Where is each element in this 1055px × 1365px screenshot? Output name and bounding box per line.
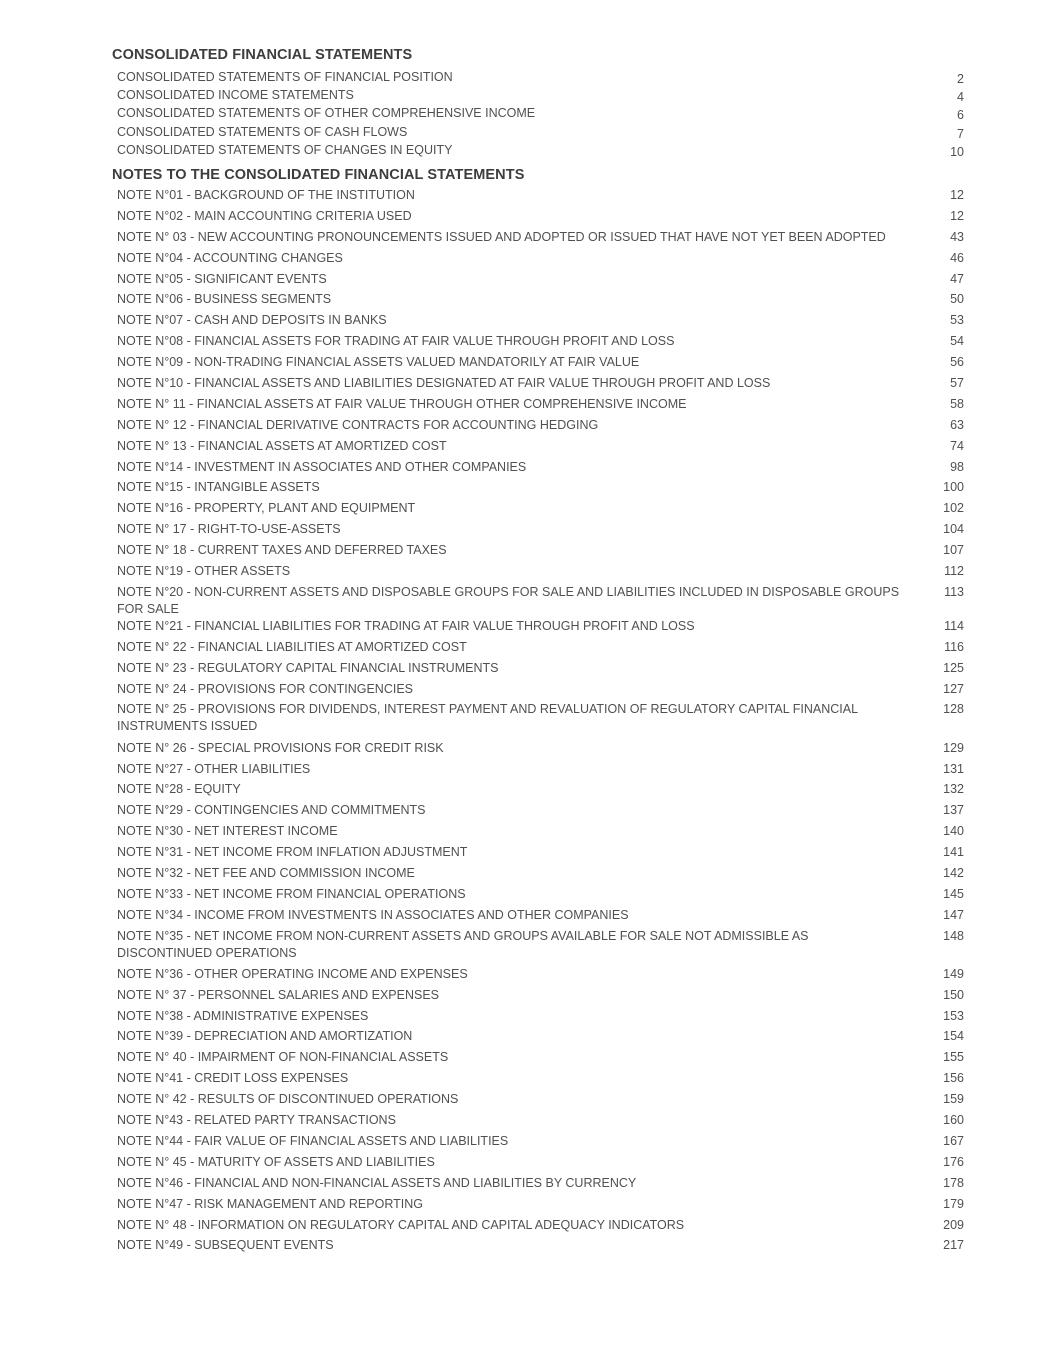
toc-entry-label: NOTE N° 40 - IMPAIRMENT OF NON-FINANCIAL ASSETS [117,1050,449,1065]
toc-entry-label: NOTE N°09 - NON-TRADING FINANCIAL ASSETS VALUED MANDATORILY AT FAIR VALUE [117,355,640,370]
toc-entry-label: NOTE N° 18 - CURRENT TAXES AND DEFERRED TAXES [117,543,447,558]
toc-entry-label: NOTE N°27 - OTHER LIABILITIES [117,761,311,776]
toc-entry-label: NOTE N°20 - NON-CURRENT ASSETS AND DISPOSABLE GROUPS FOR SALE AND LIABILITIES INCLUDED IN DISPOSABLE GROUPS FOR SALE [117,584,900,616]
toc-entry-note[interactable] [112,781,968,802]
statements-heading: CONSOLIDATED FINANCIAL STATEMENTS [112,47,413,63]
toc-page-number: 155 [943,1050,964,1065]
toc-entry-label: NOTE N°07 - CASH AND DEPOSITS IN BANKS [117,313,387,328]
toc-entry-note[interactable] [112,660,968,681]
toc-entry-note[interactable] [112,823,968,844]
toc-entry-label: NOTE N° 23 - REGULATORY CAPITAL FINANCIAL INSTRUMENTS [117,660,499,675]
toc-entry-label: CONSOLIDATED STATEMENTS OF FINANCIAL POSITION [117,70,453,84]
toc-page-number: 145 [943,886,964,901]
toc-entry-label: NOTE N° 26 - SPECIAL PROVISIONS FOR CREDIT RISK [117,740,444,755]
toc-entry-note[interactable] [112,740,968,761]
toc-entry-note[interactable] [112,1217,968,1238]
toc-entry-label: NOTE N°49 - SUBSEQUENT EVENTS [117,1238,334,1253]
toc-page-number: 147 [943,907,964,922]
toc-entry-note[interactable] [112,459,968,480]
toc-entry-note[interactable] [112,1175,968,1196]
toc-page-number: 131 [943,761,964,776]
statements-list [112,68,968,159]
toc-entry-label: CONSOLIDATED INCOME STATEMENTS [117,88,354,103]
toc-entry-note[interactable] [112,761,968,782]
toc-entry-label: NOTE N° 13 - FINANCIAL ASSETS AT AMORTIZED COST [117,438,447,453]
toc-entry-note[interactable] [112,681,968,702]
toc-entry-label: NOTE N° 37 - PERSONNEL SALARIES AND EXPENSES [117,987,439,1002]
toc-entry-note[interactable] [112,966,968,987]
toc-entry-note[interactable] [112,1028,968,1049]
toc-page-number: 209 [943,1217,964,1232]
notes-heading: NOTES TO THE CONSOLIDATED FINANCIAL STATEMENTS [112,166,525,183]
toc-page-number: 159 [943,1092,964,1107]
toc-page-number: 128 [943,702,964,717]
toc-entry-note[interactable] [112,438,968,459]
toc-entry-note[interactable] [112,1112,968,1133]
toc-entry-statement[interactable] [112,86,968,104]
toc-page-number: 7 [957,126,964,141]
toc-entry-note[interactable] [112,1091,968,1112]
toc-entry-label: NOTE N° 24 - PROVISIONS FOR CONTINGENCIES [117,681,414,696]
toc-entry-label: CONSOLIDATED STATEMENTS OF CHANGES IN EQUITY [117,142,453,157]
toc-entry-note[interactable] [112,291,968,312]
toc-page-number: 179 [943,1196,964,1211]
toc-entry-label: NOTE N°41 - CREDIT LOSS EXPENSES [117,1071,349,1086]
toc-entry-label: NOTE N°36 - OTHER OPERATING INCOME AND EXPENSES [117,966,468,981]
toc-entry-label: CONSOLIDATED STATEMENTS OF CASH FLOWS [117,124,408,139]
toc-page-number: 116 [944,639,964,654]
toc-page-number: 178 [943,1175,964,1190]
toc-page-number: 141 [943,845,964,860]
toc-page-number: 10 [950,144,964,159]
toc-entry-note[interactable] [112,584,968,618]
toc-entry-label: NOTE N°38 - ADMINISTRATIVE EXPENSES [117,1008,369,1023]
toc-entry-note[interactable] [112,907,968,928]
toc-page-number: 149 [943,966,964,981]
toc-page-number: 6 [957,108,964,123]
toc-entry-label: NOTE N° 48 - INFORMATION ON REGULATORY CAPITAL AND CAPITAL ADEQUACY INDICATORS [117,1217,685,1232]
toc-page-number: 114 [944,618,964,633]
toc-page-number: 57 [950,375,964,390]
toc-entry-note[interactable] [112,208,968,229]
toc-entry-label: NOTE N°46 - FINANCIAL AND NON-FINANCIAL ASSETS AND LIABILITIES BY CURRENCY [117,1175,637,1190]
toc-page-number: 53 [950,313,964,328]
toc-page-number: 132 [943,782,964,797]
toc-entry-label: NOTE N°32 - NET FEE AND COMMISSION INCOME [117,865,415,880]
toc-entry-statement[interactable] [112,68,968,86]
toc-page-number: 2 [957,72,964,86]
toc-entry-label: CONSOLIDATED STATEMENTS OF OTHER COMPREHENSIVE INCOME [117,106,536,121]
toc-page-number: 100 [943,480,964,495]
toc-page-number: 176 [943,1154,964,1169]
toc-entry-label: NOTE N°01 - BACKGROUND OF THE INSTITUTION [117,187,415,202]
toc-page-number: 58 [950,396,964,411]
toc-entry-note[interactable] [112,618,968,639]
toc-entry-note[interactable] [112,1133,968,1154]
toc-page-number: 153 [943,1008,964,1023]
toc-entry-label: NOTE N°15 - INTANGIBLE ASSETS [117,480,320,495]
toc-page-number: 142 [943,865,964,880]
toc-entry-note[interactable] [112,250,968,271]
toc-entry-note[interactable] [112,1070,968,1091]
toc-entry-label: NOTE N°04 - ACCOUNTING CHANGES [117,250,343,265]
toc-entry-label: NOTE N°08 - FINANCIAL ASSETS FOR TRADING AT FAIR VALUE THROUGH PROFIT AND LOSS [117,334,675,349]
toc-entry-label: NOTE N°31 - NET INCOME FROM INFLATION ADJUSTMENT [117,845,468,860]
toc-entry-statement[interactable] [112,141,968,159]
toc-page-number: 43 [950,229,964,244]
toc-entry-note[interactable] [112,865,968,886]
toc-entry-label: NOTE N° 22 - FINANCIAL LIABILITIES AT AMORTIZED COST [117,639,467,654]
toc-page-number: 12 [950,208,964,223]
toc-page-number: 4 [957,90,964,105]
toc-entry-note[interactable] [112,187,968,208]
toc-entry-label: NOTE N° 12 - FINANCIAL DERIVATIVE CONTRACTS FOR ACCOUNTING HEDGING [117,417,599,432]
toc-entry-label: NOTE N°39 - DEPRECIATION AND AMORTIZATION [117,1029,413,1044]
toc-entry-note[interactable] [112,928,968,966]
toc-entry-note[interactable] [112,639,968,660]
table-of-contents [112,44,968,1258]
toc-page-number: 125 [943,660,964,675]
toc-page-number: 63 [950,417,964,432]
toc-entry-label: NOTE N°06 - BUSINESS SEGMENTS [117,292,332,307]
toc-entry-label: NOTE N°43 - RELATED PARTY TRANSACTIONS [117,1113,396,1128]
toc-entry-note[interactable] [112,396,968,417]
toc-entry-note[interactable] [112,333,968,354]
toc-entry-label: NOTE N°35 - NET INCOME FROM NON-CURRENT ASSETS AND GROUPS AVAILABLE FOR SALE NOT ADMISSIBLE AS DISCONTINUED OPERATIONS [117,928,809,960]
toc-page-number: 56 [950,355,964,370]
toc-entry-note[interactable] [112,354,968,375]
toc-page-number: 113 [944,584,964,599]
toc-entry-label: NOTE N°29 - CONTINGENCIES AND COMMITMENTS [117,803,426,818]
toc-entry-statement[interactable] [112,104,968,122]
toc-entry-note[interactable] [112,1196,968,1217]
toc-page-number: 127 [943,681,964,696]
toc-page-number: 47 [950,271,964,286]
toc-entry-label: NOTE N°34 - INCOME FROM INVESTMENTS IN ASSOCIATES AND OTHER COMPANIES [117,907,629,922]
toc-page-number: 98 [950,459,964,474]
toc-entry-note[interactable] [112,987,968,1008]
toc-entry-label: NOTE N°16 - PROPERTY, PLANT AND EQUIPMENT [117,501,416,516]
toc-entry-label: NOTE N°33 - NET INCOME FROM FINANCIAL OPERATIONS [117,886,466,901]
toc-page-number: 140 [943,824,964,839]
toc-page-number: 50 [950,292,964,307]
toc-page-number: 154 [943,1029,964,1044]
toc-entry-note[interactable] [112,1237,968,1258]
toc-entry-label: NOTE N°10 - FINANCIAL ASSETS AND LIABILITIES DESIGNATED AT FAIR VALUE THROUGH PROFIT AND LOSS [117,375,771,390]
toc-entry-label: NOTE N°05 - SIGNIFICANT EVENTS [117,271,327,286]
toc-entry-note[interactable] [112,1049,968,1070]
toc-page-number: 104 [943,522,964,537]
toc-entry-label: NOTE N°14 - INVESTMENT IN ASSOCIATES AND OTHER COMPANIES [117,459,527,474]
toc-entry-label: NOTE N° 42 - RESULTS OF DISCONTINUED OPERATIONS [117,1092,459,1107]
toc-page-number: 107 [943,543,964,558]
toc-entry-note[interactable] [112,417,968,438]
toc-entry-label: NOTE N°47 - RISK MANAGEMENT AND REPORTING [117,1196,423,1211]
toc-entry-note[interactable] [112,1154,968,1175]
toc-entry-label: NOTE N° 11 - FINANCIAL ASSETS AT FAIR VALUE THROUGH OTHER COMPREHENSIVE INCOME [117,396,687,411]
toc-page-number: 74 [950,438,964,453]
toc-page-number: 137 [943,803,964,818]
toc-page-number: 148 [943,928,964,943]
toc-page-number: 150 [943,987,964,1002]
toc-entry-note[interactable] [112,563,968,584]
toc-page-number: 156 [943,1071,964,1086]
toc-entry-label: NOTE N°44 - FAIR VALUE OF FINANCIAL ASSETS AND LIABILITIES [117,1133,509,1148]
toc-page-number: 129 [943,740,964,755]
toc-page-number: 54 [950,334,964,349]
toc-entry-note[interactable] [112,312,968,333]
toc-entry-note[interactable] [112,701,968,739]
toc-entry-note[interactable] [112,271,968,292]
toc-entry-note[interactable] [112,229,968,250]
toc-entry-note[interactable] [112,802,968,823]
toc-page-number: 160 [943,1113,964,1128]
notes-list [112,187,968,1258]
toc-entry-statement[interactable] [112,123,968,141]
toc-entry-label: NOTE N°19 - OTHER ASSETS [117,563,291,578]
toc-page-number: 46 [950,250,964,265]
toc-entry-label: NOTE N° 03 - NEW ACCOUNTING PRONOUNCEMENTS ISSUED AND ADOPTED OR ISSUED THAT HAVE NOT YET BEEN ADOPTED [117,229,886,244]
toc-entry-note[interactable] [112,844,968,865]
toc-page-number: 112 [944,563,964,578]
toc-page-number: 102 [943,501,964,516]
toc-entry-label: NOTE N° 25 - PROVISIONS FOR DIVIDENDS, INTEREST PAYMENT AND REVALUATION OF REGULATORY CAPITAL FINANCIAL INSTRUMENTS ISSUED [117,702,858,734]
toc-entry-note[interactable] [112,886,968,907]
toc-entry-label: NOTE N° 17 - RIGHT-TO-USE-ASSETS [117,522,341,537]
toc-entry-note[interactable] [112,1008,968,1029]
toc-entry-note[interactable] [112,521,968,542]
toc-entry-note[interactable] [112,479,968,500]
toc-entry-label: NOTE N°28 - EQUITY [117,782,241,797]
toc-entry-note[interactable] [112,375,968,396]
toc-page-number: 12 [950,187,964,202]
toc-entry-label: NOTE N°30 - NET INTEREST INCOME [117,824,338,839]
toc-entry-note[interactable] [112,542,968,563]
toc-entry-label: NOTE N°21 - FINANCIAL LIABILITIES FOR TRADING AT FAIR VALUE THROUGH PROFIT AND LOSS [117,618,695,633]
toc-entry-label: NOTE N°02 - MAIN ACCOUNTING CRITERIA USED [117,208,412,223]
toc-entry-label: NOTE N° 45 - MATURITY OF ASSETS AND LIABILITIES [117,1154,435,1169]
toc-entry-note[interactable] [112,500,968,521]
toc-page-number: 217 [943,1238,964,1253]
toc-page-number: 167 [943,1133,964,1148]
